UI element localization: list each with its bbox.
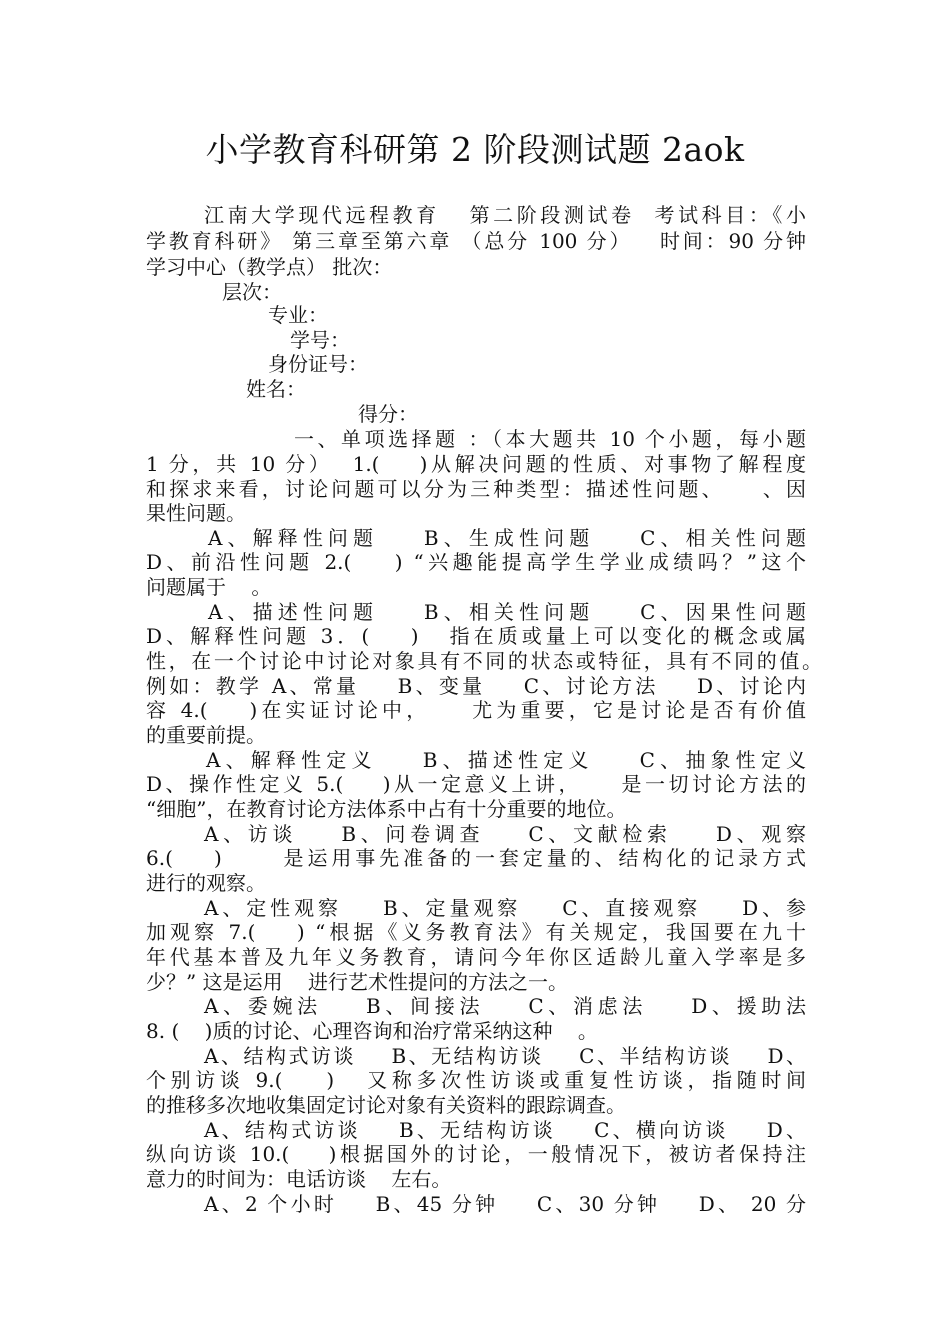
question-text: 少？” 这是运用 进行艺术性提问的方法之一。: [146, 970, 569, 994]
field-major: 专业：: [268, 303, 328, 327]
option-line: A、2 个小时 B、45 分钟 C、30 分钟 D、 20 分: [204, 1192, 806, 1216]
option-line: A、结构式访谈 B、无结构访谈 C、半结构访谈 D、: [204, 1044, 806, 1068]
question-text: 问题属于 。: [146, 575, 272, 599]
question-text: 例如：教学 A、常量 B、变量 C、讨论方法 D、讨论内: [146, 674, 806, 698]
question-text: D、前沿性问题 2.( ) “兴趣能提高学生学业成绩吗？”这个: [146, 550, 806, 574]
option-line: A、描述性问题 B、相关性问题 C、因果性问题: [208, 600, 806, 624]
question-text: 加观察 7.( ) “根据《义务教育法》有关规定，我国要在九十: [146, 920, 806, 944]
question-text: 纵向访谈 10.( )根据国外的讨论，一般情况下，被访者保持注: [146, 1142, 806, 1166]
field-score: 得分：: [358, 402, 418, 426]
question-text: “细胞”，在教育讨论方法体系中占有十分重要的地位。: [146, 797, 627, 821]
header-line: 学教育科研》 第三章至第六章 （总分 100 分） 时间：90 分钟: [146, 229, 806, 253]
question-text: 容 4.( )在实证讨论中， 尤为重要，它是讨论是否有价值: [146, 698, 806, 722]
header-line: 学习中心（教学点） 批次：: [146, 255, 393, 279]
option-line: A、结构式访谈 B、无结构访谈 C、横向访谈 D、: [204, 1118, 806, 1142]
option-line: A、定性观察 B、定量观察 C、直接观察 D、参: [204, 896, 806, 920]
question-text: 个别访谈 9.( ) 又称多次性访谈或重复性访谈，指随时间: [146, 1068, 806, 1092]
question-text: 年代基本普及九年义务教育，请问今年你区适龄儿童入学率是多: [146, 945, 806, 969]
question-text: D、操作性定义 5.( )从一定意义上讲， 是一切讨论方法的: [146, 772, 806, 796]
document-title: 小学教育科研第 2 阶段测试题 2aok: [205, 130, 745, 169]
option-line: A、解释性问题 B、生成性问题 C、相关性问题: [208, 526, 806, 550]
question-text: 的推移多次地收集固定讨论对象有关资料的跟踪调查。: [146, 1093, 626, 1117]
section-heading: 一、单项选择题 ：（本大题共 10 个小题，每小题: [294, 427, 806, 451]
question-text: 和探求来看，讨论问题可以分为三种类型：描述性问题、 、因: [146, 477, 806, 501]
field-level: 层次：: [222, 280, 282, 304]
question-text: 性，在一个讨论中讨论对象具有不同的状态或特征，具有不同的值。: [146, 649, 822, 673]
question-text: 果性问题。: [146, 501, 246, 525]
header-line: 江南大学现代远程教育 第二阶段测试卷 考试科目：《小: [204, 203, 806, 227]
option-line: A、解释性定义 B、描述性定义 C、抽象性定义: [206, 748, 806, 772]
field-student-id: 学号：: [290, 328, 350, 352]
field-id-card: 身份证号：: [268, 352, 368, 376]
question-text: 6.( ) 是运用事先准备的一套定量的、结构化的记录方式: [146, 846, 806, 870]
question-text: 1 分，共 10 分） 1.( )从解决问题的性质、对事物了解程度: [146, 452, 806, 476]
field-name: 姓名：: [246, 377, 306, 401]
option-line: A、委婉法 B、间接法 C、消虑法 D、援助法: [204, 994, 806, 1018]
option-line: A、访谈 B、问卷调查 C、文献检索 D、观察: [204, 822, 806, 846]
question-text: 8. ( )质的讨论、心理咨询和治疗常采纳这种 。: [146, 1019, 598, 1043]
question-text: 的重要前提。: [146, 723, 266, 747]
question-text: 意力的时间为：电话访谈 左右。: [146, 1167, 452, 1191]
question-text: D、解释性问题 3．( ) 指在质或量上可以变化的概念或属: [146, 624, 806, 648]
question-text: 进行的观察。: [146, 871, 266, 895]
